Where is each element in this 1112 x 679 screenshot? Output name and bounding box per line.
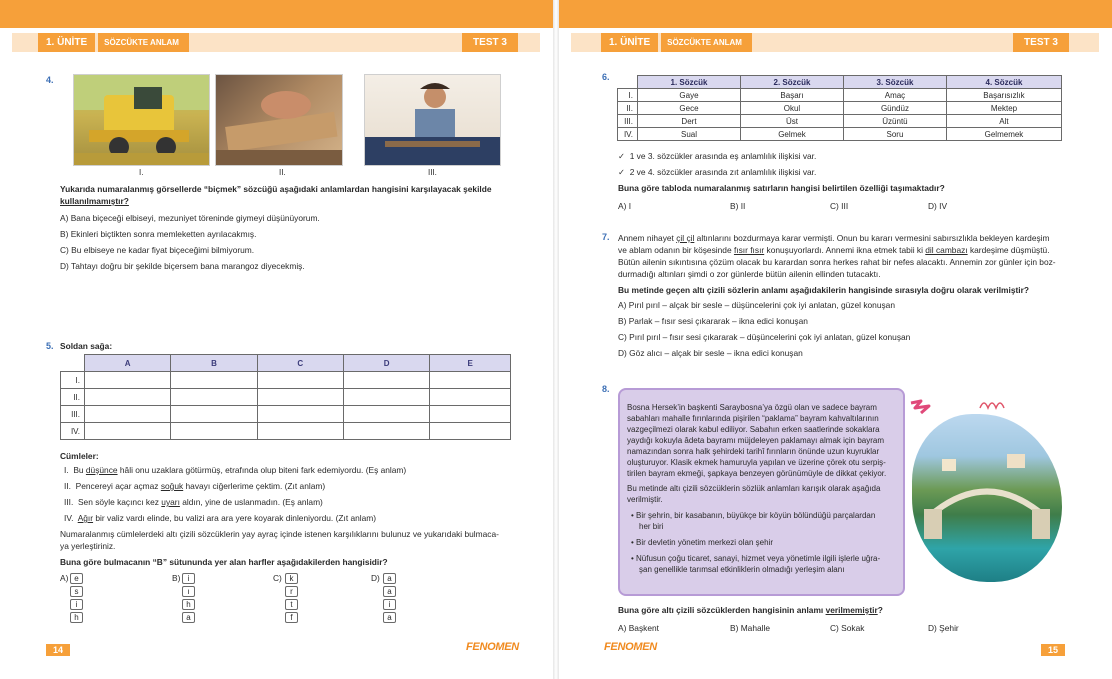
card-line: sabahları mahalle fırınlarında pişirilen “paklama” bayram kahvaltılarının (627, 414, 879, 423)
card-line: tirilen bayram ekmeği, şapkaya benzeyen görünümüyle de dikkat çekiyor. (627, 469, 887, 478)
bullet-item-cont: her biri (639, 522, 664, 531)
underlined-word: çil çil (676, 233, 695, 243)
grid-cell[interactable] (85, 423, 171, 440)
grid-cell[interactable] (85, 389, 171, 406)
grid-cell[interactable] (85, 406, 171, 423)
stem-text: ? (877, 605, 883, 615)
letter-box: ı (182, 586, 195, 597)
col-header: 2. Sözcük (740, 76, 843, 89)
letter-box: a (383, 573, 396, 584)
letter-box: h (70, 612, 83, 623)
grid-cell[interactable] (430, 372, 511, 389)
underlined-word: düşünce (85, 465, 118, 475)
passage-line: durmadığı altınları şimdi o zor günlerde bütün ailenin ellinden tutacaktı. (618, 269, 881, 279)
question-number: 6. (602, 72, 610, 82)
grid-cell[interactable] (257, 372, 343, 389)
passage-text: altınlarını bozdurmaya karar vermişti. Onun bu kararı vermesini sabırsızlıkla bekleyen kardeşim (694, 233, 1050, 243)
table-cell: Başarısızlık (946, 89, 1061, 102)
table-cell: Soru (843, 128, 946, 141)
crossword-grid (60, 354, 511, 440)
grid-cell[interactable] (257, 406, 343, 423)
check-icon: ✓ (618, 151, 626, 161)
page-number: 15 (1041, 644, 1065, 656)
passage-text: kardeşime düşmüştü. (967, 245, 1050, 255)
card-line: Bosna Hersek’in başkenti Saraybosna’ya özgü olan ve sadece bayram (627, 403, 877, 412)
table-cell: Gece (638, 102, 741, 115)
option-d[interactable]: D) Göz alıcı – alçak bir sesle – ikna edici konuşan (618, 348, 803, 358)
question-number: 8. (602, 384, 610, 394)
criterion-text: 2 ve 4. sözcükler arasında zıt anlamlılık ilişkisi var. (629, 167, 817, 177)
harvester-icon (74, 75, 210, 166)
criterion-text: 1 ve 3. sözcükler arasında eş anlamlılık ilişkisi var. (629, 151, 817, 161)
publisher-logo: FENOMEN (466, 641, 519, 653)
underlined-word: dil cambazı (925, 245, 968, 255)
row-header: II. (61, 389, 85, 406)
question-number: 4. (46, 75, 54, 85)
col-header: D (343, 355, 429, 372)
question-stem: Buna göre tabloda numaralanmış satırların hangisi belirtilen özelliği taşımaktadır? (618, 183, 945, 193)
table-cell: Gaye (638, 89, 741, 102)
letter-box: r (285, 586, 298, 597)
table-cell: Üzüntü (843, 115, 946, 128)
question-stem: Yukarıda numaralanmış görsellerde “biçmek” sözcüğü aşağıdaki anlamlardan hangisini karşılayacak şekilde (60, 184, 492, 194)
sentence-text: havayı ciğerlerime çektim. (Zıt anlam) (183, 481, 326, 491)
publisher-logo: FENOMEN (604, 641, 657, 653)
caption-1: I. (139, 168, 144, 177)
passage-text: Annem nihayet (618, 233, 677, 243)
table-cell: Alt (946, 115, 1061, 128)
table-cell: Gündüz (843, 102, 946, 115)
table-cell: Gelmek (740, 128, 843, 141)
row-header: I. (61, 372, 85, 389)
letter-box: h (182, 599, 195, 610)
card-line: namazından sonra halk şehirdeki tarihî fırınların önünde uzun kuyruklar (627, 447, 880, 456)
letter-box: s (70, 586, 83, 597)
card-line: oluşturuyor. Klasik ekmek hamuruyla yapılan ve üzerine çörek otu serpiş- (627, 458, 886, 467)
sentence-2 (64, 480, 325, 492)
card-question: verilmiştir. (627, 495, 663, 504)
col-header: C (257, 355, 343, 372)
stem-text: Buna göre altı çizili sözcüklerden hangisinin anlamı (618, 605, 826, 615)
option-b-label[interactable]: B) (172, 573, 181, 583)
table-cell: Sual (638, 128, 741, 141)
unit-label: 1. ÜNİTE (38, 33, 95, 52)
letter-box: k (285, 573, 298, 584)
bullet-item: • Bir şehrin, bir kasabanın, büyükçe bir köyün bölündüğü parçalardan (631, 511, 876, 520)
option-b[interactable]: B) Parlak – fısır sesi çıkararak – ikna edici konuşan (618, 316, 808, 326)
table-row (618, 102, 1062, 115)
test-label: TEST 3 (1013, 33, 1069, 52)
grid-cell[interactable] (430, 406, 511, 423)
grid-cell[interactable] (85, 372, 171, 389)
bullet-item: • Bir devletin yönetim merkezi olan şehir (631, 538, 773, 547)
col-header: E (430, 355, 511, 372)
option-a[interactable]: A) Pırıl pırıl – alçak bir sesle – düşüncelerini çok iyi anlatan, güzel konuşan (618, 300, 895, 310)
harvester-image (73, 74, 210, 166)
instruction-line2: ya yerleştiriniz. (60, 541, 116, 551)
grid-cell[interactable] (257, 389, 343, 406)
grid-cell[interactable] (430, 389, 511, 406)
question-stem: Buna göre bulmacanın “B” sütununda yer alan harfler aşağıdakilerden hangisidir? (60, 557, 388, 567)
zigzag-icon (909, 399, 933, 415)
criterion-1 (618, 150, 816, 162)
topic-label: SÖZCÜKTE ANLAM (98, 33, 189, 52)
option-b[interactable]: B) Mahalle (730, 623, 771, 633)
grid-cell[interactable] (171, 406, 257, 423)
table-cell: Amaç (843, 89, 946, 102)
card-line: vazgeçilmezi olarak kabul ediliyor. Sabahın erken saatlerinde sokaklara (627, 425, 880, 434)
option-c[interactable]: C) Bu elbiseye ne kadar fiyat biçeceğimi bilmiyorum. (60, 245, 255, 255)
table-row (618, 128, 1062, 141)
passage-text: ve ablam odanın bir köşesinde (618, 245, 734, 255)
col-header: 4. Sözcük (946, 76, 1061, 89)
option-b[interactable]: B) Ekinleri biçtikten sonra memleketten ayrılacakmış. (60, 229, 257, 239)
question-stem (618, 604, 883, 616)
underlined-word: kullanılmamıştır? (60, 196, 129, 206)
grid-cell[interactable] (430, 423, 511, 440)
sentence-num: III. (64, 497, 74, 507)
page-header (601, 33, 752, 52)
underlined-word: verilmemiştir (825, 605, 878, 615)
table-cell: Mektep (946, 102, 1061, 115)
underlined-word: uyarı (161, 497, 180, 507)
col-header: B (171, 355, 257, 372)
option-c[interactable]: C) Pırıl pırıl – fısır sesi çıkararak – düşüncelerini çok iyi anlatan, güzel konuşan (618, 332, 911, 342)
table-corner (618, 76, 638, 89)
row-header: IV. (618, 128, 638, 141)
tailor-image (364, 74, 501, 166)
option-a-label[interactable]: A) (60, 573, 69, 583)
decoration-zigzag (909, 399, 933, 415)
grid-cell[interactable] (171, 372, 257, 389)
col-header: A (85, 355, 171, 372)
woodwork-image (215, 74, 343, 166)
sentence-num: II. (64, 481, 71, 491)
letter-box: e (70, 573, 83, 584)
table-row (618, 115, 1062, 128)
letter-box: f (285, 612, 298, 623)
letter-box: a (182, 612, 195, 623)
bullet-text: Bir şehrin, bir kasabanın, büyükçe bir köyün bölündüğü parçalardan (636, 511, 876, 520)
option-d[interactable]: D) Tahtayı doğru bir şekilde biçersem bana marangoz diyecekmiş. (60, 261, 305, 271)
criterion-2 (618, 166, 816, 178)
table-cell: Üst (740, 115, 843, 128)
card-line: yaydığı kokuyla âdeta bayramı müjdeleyen paklamayı almak için bayram (627, 436, 885, 445)
row-header: II. (618, 102, 638, 115)
option-a-letters[interactable] (70, 573, 83, 623)
page-header (38, 33, 189, 52)
sentence-4 (64, 512, 376, 524)
question-stem: Bu metinde geçen altı çizili sözlerin anlamı aşağıdakilerin hangisinde sırasıyla doğru olarak verilmiştir? (618, 285, 1029, 295)
question-number: 5. (46, 341, 54, 351)
saw-wood-icon (216, 75, 343, 166)
sentences-title: Cümleler: (60, 451, 99, 461)
table-cell: Gelmemek (946, 128, 1061, 141)
option-c[interactable]: C) III (830, 201, 849, 211)
letter-box: t (285, 599, 298, 610)
sentence-1 (64, 464, 406, 476)
tailor-icon (365, 75, 501, 166)
grid-cell[interactable] (343, 372, 429, 389)
underlined-word: fısır fısır (733, 245, 765, 255)
check-icon: ✓ (618, 167, 626, 177)
sentence-text: Pencereyi açar açmaz (75, 481, 161, 491)
grid-cell[interactable] (343, 423, 429, 440)
option-d[interactable]: D) Şehir (928, 623, 959, 633)
question-number: 7. (602, 232, 610, 242)
grid-cell[interactable] (171, 423, 257, 440)
letter-box: i (70, 599, 83, 610)
sentence-text: hâli onu uzaklara götürmüş, etrafında olup biteni fark edemiyordu. (Eş anlam) (117, 465, 407, 475)
topic-label: SÖZCÜKTE ANLAM (661, 33, 752, 52)
table-cell: Başarı (740, 89, 843, 102)
letter-box: a (383, 586, 396, 597)
passage-card (618, 388, 905, 596)
passage-line: Bütün ailenin sıkıntısına çözüm olacak bu karardan sonra herkes rahat bir nefes alacaktı. Annemin zor günler için boz- (618, 257, 1056, 267)
sentence-text: aldın, yine de uslanmadın. (Eş anlam) (179, 497, 323, 507)
col-header: 1. Sözcük (638, 76, 741, 89)
grid-cell[interactable] (257, 423, 343, 440)
table-cell: Dert (638, 115, 741, 128)
row-header: III. (618, 115, 638, 128)
letter-box: a (383, 612, 396, 623)
grid-cell[interactable] (343, 389, 429, 406)
unit-label: 1. ÜNİTE (601, 33, 658, 52)
option-d[interactable]: D) IV (928, 201, 948, 211)
option-c[interactable]: C) Sokak (830, 623, 865, 633)
option-b[interactable]: B) II (730, 201, 746, 211)
sentence-num: IV. (64, 513, 74, 523)
grid-cell[interactable] (171, 389, 257, 406)
sentence-text: Bu (73, 465, 86, 475)
caption-2: II. (279, 168, 286, 177)
sentence-text: Sen söyle kaçıncı kez (77, 497, 162, 507)
letter-box: i (383, 599, 396, 610)
instruction-line1: Numaralanmış cümlelerdeki altı çizili sözcüklerin yay ayraç içinde istenen karşılıklarını bulunuz ve yukarıdaki bulmaca- (60, 529, 499, 539)
passage-text: konuşuyorlardı. Annemi ikna etmek tabii ki (764, 245, 926, 255)
word-table (617, 75, 1062, 141)
option-a[interactable]: A) I (618, 201, 632, 211)
question-stem-cont (60, 195, 129, 207)
bullet-item-cont: şan genellikle tarımsal etkinliklerin olmadığı yerleşim alanı (639, 565, 845, 574)
option-b-letters[interactable] (182, 573, 195, 623)
sentence-text: bir valiz vardı elinde, bu valizi ara ara yere koyarak dinleniyordu. (Zıt anlam) (93, 513, 377, 523)
option-c-letters[interactable] (285, 573, 298, 623)
grid-cell[interactable] (343, 406, 429, 423)
option-d-letters[interactable] (383, 573, 396, 623)
left-page (0, 0, 553, 679)
passage-line (618, 232, 1050, 244)
option-a[interactable]: A) Bana biçeceği elbiseyi, mezuniyet töreninde giymeyi düşünüyorum. (60, 213, 320, 223)
letter-box: i (182, 573, 195, 584)
decoration-squiggle (978, 398, 1010, 412)
caption-3: III. (428, 168, 437, 177)
bullet-text: Bir devletin yönetim merkezi olan şehir (636, 538, 773, 547)
option-d-label[interactable]: D) (371, 573, 380, 583)
bullet-item: • Nüfusun çoğu ticaret, sanayi, hizmet veya yönetimle ilgili işlerle uğra- (631, 554, 881, 563)
option-c-label[interactable]: C) (273, 573, 282, 583)
row-header: III. (61, 406, 85, 423)
sentence-3 (64, 496, 323, 508)
row-header: IV. (61, 423, 85, 440)
puzzle-title: Soldan sağa: (60, 341, 113, 351)
bullet-text: Nüfusun çoğu ticaret, sanayi, hizmet veya yönetimle ilgili işlerle uğra- (636, 554, 881, 563)
sentence-num: I. (64, 465, 69, 475)
option-a[interactable]: A) Başkent (618, 623, 659, 633)
page-number: 14 (46, 644, 70, 656)
test-label: TEST 3 (462, 33, 518, 52)
card-question: Bu metinde altı çizili sözcüklerin sözlük anlamları karışık olarak aşağıda (627, 484, 881, 493)
underlined-word: soğuk (160, 481, 184, 491)
col-header: 3. Sözcük (843, 76, 946, 89)
passage-line (618, 244, 1050, 256)
table-row (618, 89, 1062, 102)
underlined-word: Ağır (77, 513, 94, 523)
table-cell: Okul (740, 102, 843, 115)
row-header: I. (618, 89, 638, 102)
squiggle-icon (978, 398, 1010, 412)
